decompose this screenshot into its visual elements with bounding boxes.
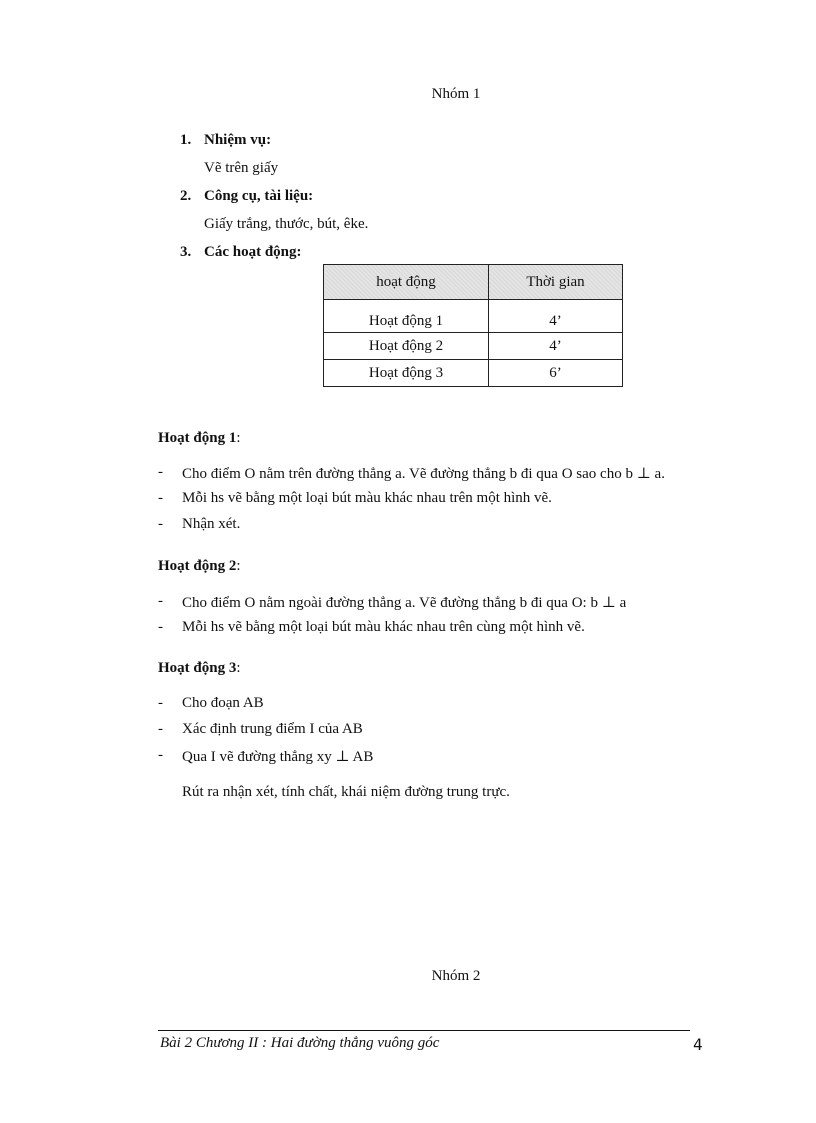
section-body: Vẽ trên giấy	[204, 160, 279, 176]
section-number: 3.	[180, 244, 192, 260]
activity-colon: :	[236, 660, 241, 676]
table-cell: 6’	[489, 360, 623, 387]
bullet-dash: -	[158, 464, 163, 480]
group-title: Nhóm 2	[431, 968, 481, 984]
table-cell: Hoạt động 2	[324, 333, 489, 360]
table-header: hoạt động	[324, 265, 489, 300]
list-item: Xác định trung điểm I của AB	[182, 721, 363, 737]
table-row	[324, 360, 623, 387]
page-number: 4	[693, 1035, 703, 1054]
activity-title: Hoạt động 3	[158, 660, 237, 676]
list-item: Mỗi hs vẽ bằng một loại bút màu khác nhau trên cùng một hình vẽ.	[182, 619, 585, 635]
footer-divider	[158, 1030, 690, 1031]
bullet-dash: -	[158, 747, 163, 763]
table-cell: Hoạt động 1	[324, 300, 489, 333]
activity-heading	[158, 430, 241, 447]
section-heading: Công cụ, tài liệu:	[204, 188, 314, 204]
activity-heading	[158, 660, 241, 677]
activity-heading	[158, 558, 241, 575]
activity-colon: :	[236, 430, 241, 446]
bullet-dash: -	[158, 490, 163, 506]
section-number: 1.	[180, 132, 192, 148]
list-item: Cho điểm O nằm trên đường thẳng a. Vẽ đường thẳng b đi qua O sao cho b ⊥ a.	[182, 466, 665, 482]
activity-title: Hoạt động 1	[158, 430, 237, 446]
section-body: Giấy trắng, thước, bút, êke.	[204, 216, 369, 232]
activity-conclusion: Rút ra nhận xét, tính chất, khái niệm đường trung trực.	[182, 784, 510, 800]
bullet-dash: -	[158, 619, 163, 635]
list-item: Cho điểm O nằm ngoài đường thẳng a. Vẽ đường thẳng b đi qua O: b ⊥ a	[182, 595, 627, 611]
section-heading: Nhiệm vụ:	[204, 132, 272, 148]
list-item: Nhận xét.	[182, 516, 241, 532]
table-row	[324, 333, 623, 360]
table-header: Thời gian	[489, 265, 623, 300]
group-title: Nhóm 1	[431, 86, 481, 102]
list-item: Cho đoạn AB	[182, 695, 264, 711]
bullet-dash: -	[158, 721, 163, 737]
section-number: 2.	[180, 188, 192, 204]
bullet-dash: -	[158, 695, 163, 711]
bullet-dash: -	[158, 516, 163, 532]
list-item: Qua I vẽ đường thẳng xy ⊥ AB	[182, 749, 374, 765]
table-cell: 4’	[489, 333, 623, 360]
table-cell: 4’	[489, 300, 623, 333]
activities-table	[323, 264, 623, 387]
list-item: Mỗi hs vẽ bằng một loại bút màu khác nhau trên một hình vẽ.	[182, 490, 552, 506]
activity-colon: :	[236, 558, 241, 574]
section-heading: Các hoạt động:	[204, 244, 302, 260]
footer-text: Bài 2 Chương II : Hai đường thẳng vuông góc	[160, 1035, 440, 1051]
table-row	[324, 300, 623, 333]
table-cell: Hoạt động 3	[324, 360, 489, 387]
activity-title: Hoạt động 2	[158, 558, 237, 574]
bullet-dash: -	[158, 593, 163, 609]
